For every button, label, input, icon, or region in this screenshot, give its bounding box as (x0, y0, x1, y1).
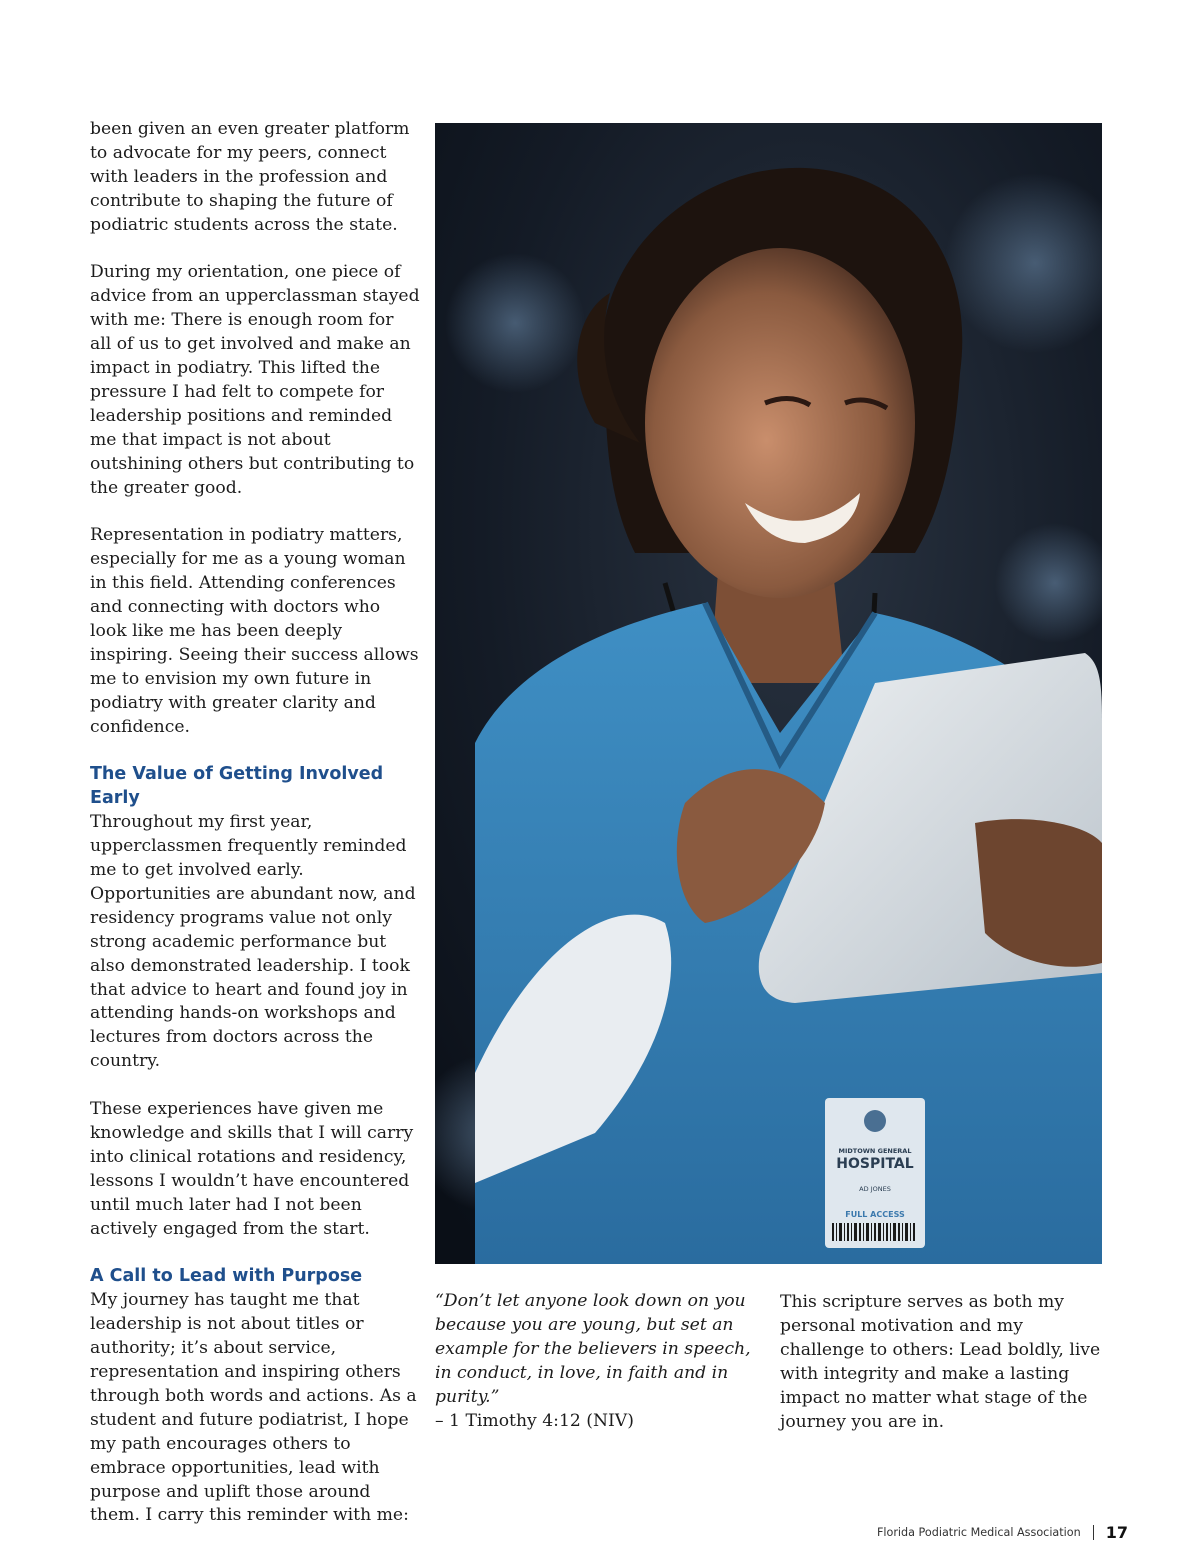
publication-name: Florida Podiatric Medical Association (876, 1525, 1081, 1539)
article-left-column (90, 118, 420, 1528)
scripture-quote (435, 1290, 765, 1433)
quote-reference: – 1 Timothy 4:12 (NIV) (435, 1410, 634, 1431)
badge-access: FULL ACCESS (845, 1210, 905, 1219)
badge-name: AD JONES (859, 1185, 891, 1193)
paragraph-first-year: Throughout my first year, upperclassmen frequently reminded me to get involved early. Opportunities are abundant now, and residency programs value not only strong academic performance but also demonstrated leadership. I took that advice to heart and found joy in attending hands-on workshops and lectures from doctors across the country. (90, 812, 416, 1072)
footer-divider (1093, 1525, 1094, 1540)
badge-line1: MIDTOWN GENERAL (838, 1147, 912, 1155)
page-number: 17 (1105, 1522, 1128, 1542)
paragraph-platform: been given an even greater platform to advocate for my peers, connect with leaders in the profession and contribute to shaping the future of podiatric students across the state. (90, 119, 410, 235)
closing-paragraph: This scripture serves as both my personal motivation and my challenge to others: Lead boldly, live with integrity and make a lasting impact no matter what stage of the journey you are in. (780, 1292, 1101, 1432)
badge-line2: HOSPITAL (836, 1156, 914, 1172)
paragraph-journey: My journey has taught me that leadership is not about titles or authority; it’s about service, representation and inspiring others through both words and actions. As a student and future podiatrist, I hope my path encourages others to embrace opportunities, lead with purpose and uplift those around them. I carry this reminder with me: (90, 1290, 417, 1526)
nurse-with-tablet-photo (435, 123, 1102, 1264)
heading-getting-involved: The Value of Getting Involved Early (90, 764, 384, 809)
paragraph-representation: Representation in podiatry matters, especially for me as a young woman in this field. Attending conferences and connecting with doctors who look like me has been deeply inspiring. Seeing their success allows me to envision my own future in podiatry with greater clarity and confidence. (90, 525, 419, 737)
paragraph-orientation: During my orientation, one piece of advice from an upperclassman stayed with me: There is enough room for all of us to get involved and make an impact in podiatry. This lifted the pressure I had felt to compete for leadership positions and reminded me that impact is not about outshining others but contributing to the greater good. (90, 262, 420, 498)
paragraph-experiences: These experiences have given me knowledge and skills that I will carry into clinical rotations and residency, lessons I wouldn’t have encountered until much later had I not been actively engaged from the start. (90, 1099, 414, 1239)
heading-lead-with-purpose: A Call to Lead with Purpose (90, 1266, 363, 1287)
quote-text: “Don’t let anyone look down on you because you are young, but set an example for the believers in speech, in conduct, in love, in faith and in purity.” (435, 1291, 751, 1407)
page-footer (877, 1520, 1128, 1544)
